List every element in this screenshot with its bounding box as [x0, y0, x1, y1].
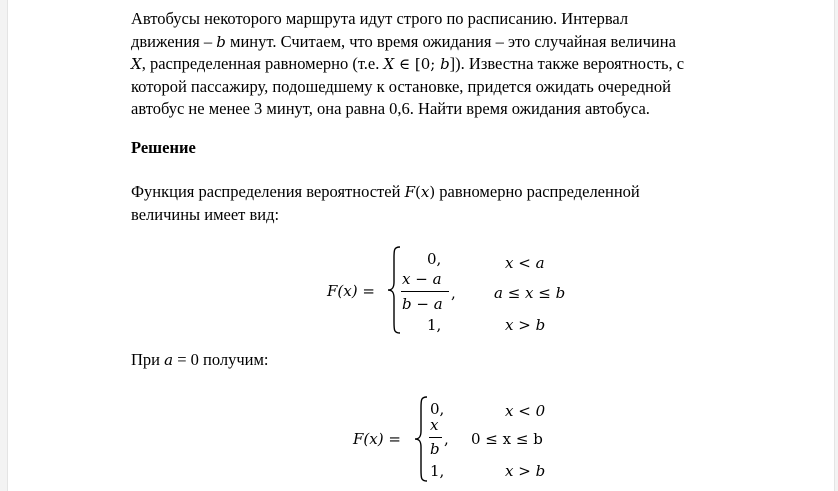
distribution-line-2: величины имеет вид: — [131, 204, 280, 224]
formula1-lhs: F(x) = — [327, 282, 375, 300]
formula-a-zero — [131, 392, 763, 488]
formula1-case2-condition: a ≤ x ≤ b — [494, 284, 566, 302]
formula2-case1-value: 0, — [430, 400, 445, 418]
formula1-case2-fraction-bar — [401, 291, 449, 292]
formula2-case1-condition: x < 0 — [505, 402, 546, 420]
problem-statement — [131, 8, 763, 121]
formula2-case2-condition: 0 ≤ x ≤ b — [471, 430, 543, 448]
formula2-case3-value: 1, — [430, 462, 445, 480]
formula1-case2-numerator: x − a — [402, 270, 442, 288]
formula1-case1-value: 0, — [427, 250, 442, 268]
formula1-case1-condition: x < a — [505, 254, 545, 272]
problem-line-2: движения – b минут. Считаем, что время ожидания – это случайная величина — [131, 31, 676, 51]
formula2-case2-numerator: x — [430, 416, 439, 434]
problem-line-1: Автобусы некоторого маршрута идут строго по расписанию. Интервал — [131, 9, 629, 28]
distribution-paragraph — [131, 181, 763, 226]
formula1-case3-condition: x > b — [505, 316, 546, 334]
when-a-zero-text: При a = 0 получим: — [131, 350, 269, 369]
formula2-lhs: F(x) = — [353, 430, 401, 448]
formula1-brace — [387, 246, 403, 334]
problem-line-3: X, распределенная равномерно (т.е. X ∈ [0; b]). Известна также вероятность, с — [131, 54, 685, 73]
solution-heading: Решение — [131, 138, 196, 157]
formula2-brace — [414, 396, 430, 482]
formula1-case2-denominator: b − a — [402, 295, 443, 313]
formula1-case2-comma: , — [451, 284, 456, 302]
formula2-case2-comma: , — [444, 430, 449, 448]
formula2-case2-fraction-bar — [429, 437, 442, 438]
formula1-case3-value: 1, — [427, 316, 442, 334]
problem-line-4: которой пассажиру, подошедшему к остановке, придется ожидать очередной — [131, 76, 671, 96]
distribution-line-1: Функция распределения вероятностей F(x) равномерно распределенной — [131, 182, 640, 201]
problem-line-5: автобус не менее 3 минут, она равна 0,6. Найти время ожидания автобуса. — [131, 99, 650, 118]
formula2-case2-denominator: b — [430, 440, 440, 458]
formula-general — [131, 244, 763, 340]
formula2-case3-condition: x > b — [505, 462, 546, 480]
